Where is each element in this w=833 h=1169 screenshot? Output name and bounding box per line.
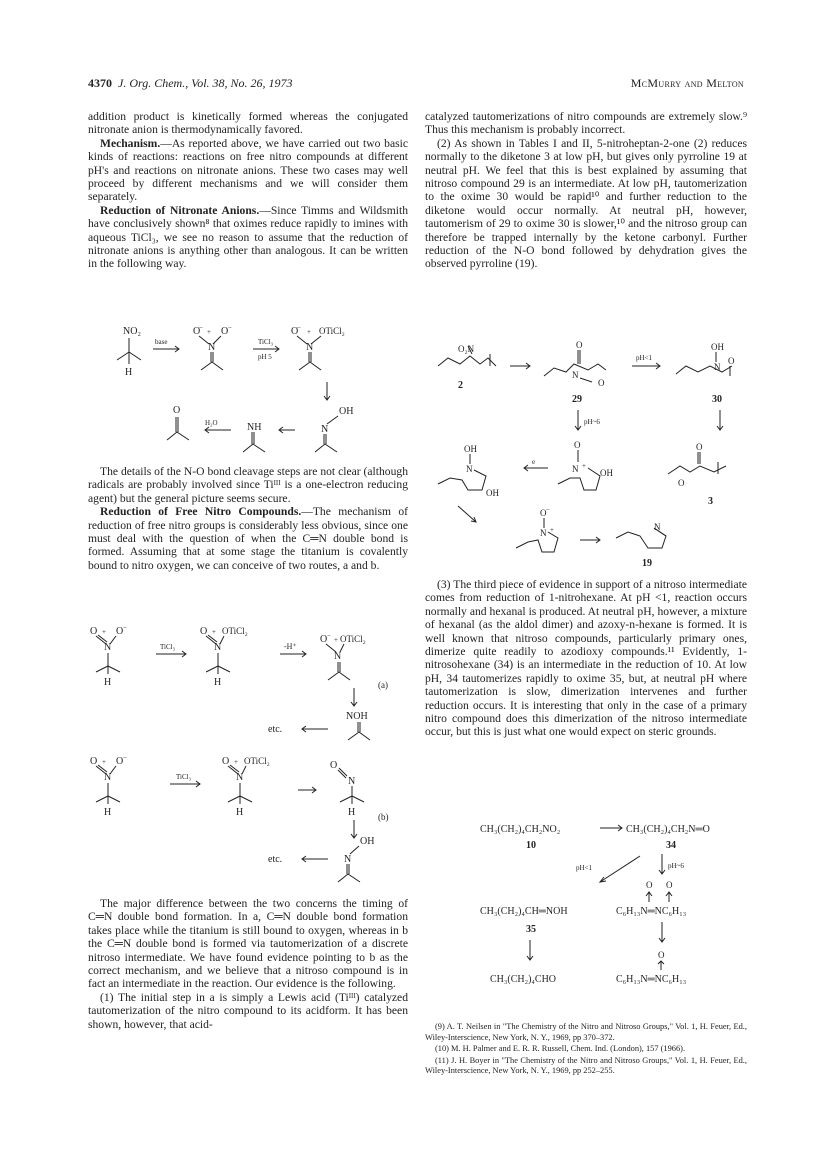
right-text-top bbox=[425, 110, 747, 271]
svg-text:etc.: etc. bbox=[268, 854, 283, 865]
paragraph: Reduction of Nitronate Anions.—Since Timms and Wildsmith have conclusively shown⁸ that oximes reduce rapidly to imines with aqueous TiCl₃, we see no reason to assume that the reduction of nitronate anions is anything other than analogous. It can be written in the following way. bbox=[88, 203, 408, 271]
svg-text:N: N bbox=[306, 342, 314, 353]
footnote: (10) M. H. Palmer and E. R. R. Russell, Chem. Ind. (London), 157 (1966). bbox=[435, 1044, 686, 1054]
route-b-label: (b) bbox=[378, 812, 389, 822]
svg-text:OH: OH bbox=[711, 342, 724, 352]
svg-text:N: N bbox=[572, 370, 579, 380]
compound-34-formula: CH₃(CH₂)₄CH₂N═O bbox=[626, 824, 710, 835]
compound-10: 10 bbox=[526, 840, 536, 851]
h-label: H bbox=[125, 367, 133, 378]
compound-34: 34 bbox=[666, 840, 676, 851]
svg-text:O: O bbox=[598, 378, 605, 388]
paragraph: Mechanism.—As reported above, we have carried out two basic kinds of reactions: reactions on free nitro compounds at different pH's and reactions on nitronate anions. These two cases may well proceed by different mechanisms and we will consider them separately. bbox=[88, 136, 408, 204]
svg-text:+: + bbox=[102, 758, 106, 766]
svg-text:N: N bbox=[334, 651, 342, 662]
svg-text:N: N bbox=[572, 464, 579, 474]
compound-35: 35 bbox=[526, 924, 536, 935]
svg-text:O: O bbox=[222, 756, 230, 767]
svg-text:N: N bbox=[214, 642, 222, 653]
right-text-middle bbox=[425, 578, 747, 739]
nitrohexane-scheme bbox=[450, 818, 750, 1018]
svg-text:−: − bbox=[123, 754, 127, 762]
svg-text:O: O bbox=[291, 326, 299, 337]
svg-text:O: O bbox=[193, 326, 201, 337]
azodioxy-formula: C₆H₁₃N═NC₆H₁₃ bbox=[616, 906, 687, 917]
svg-text:N: N bbox=[104, 772, 112, 783]
svg-text:OTiCl₂: OTiCl₂ bbox=[244, 756, 270, 766]
svg-text:OTiCl₂: OTiCl₂ bbox=[340, 634, 366, 644]
route-a-label: (a) bbox=[378, 680, 388, 690]
routes-a-b-scheme bbox=[88, 622, 413, 894]
svg-text:−: − bbox=[546, 506, 550, 514]
compound-30: 30 bbox=[712, 394, 722, 405]
svg-text:O: O bbox=[540, 508, 547, 518]
ticl3-label: TiCl₃ bbox=[160, 643, 176, 651]
svg-text:OH: OH bbox=[600, 468, 613, 478]
svg-text:H: H bbox=[236, 807, 244, 818]
svg-text:H: H bbox=[104, 807, 112, 818]
svg-text:−: − bbox=[199, 324, 203, 332]
etc-label: etc. bbox=[268, 724, 283, 735]
ticl3-label: TiCl₃ bbox=[258, 338, 274, 346]
svg-text:O: O bbox=[646, 880, 653, 890]
paragraph: The details of the N-O bond cleavage steps are not clear (although radicals are probably involved since Tiᴵᴵᴵ is a one-electron reducing agent) but the general picture seems secure. bbox=[88, 465, 408, 505]
svg-text:N: N bbox=[236, 772, 244, 783]
ph-label: pH 5 bbox=[258, 353, 272, 361]
svg-text:−: − bbox=[297, 324, 301, 332]
svg-text:OH: OH bbox=[464, 444, 477, 454]
svg-text:O: O bbox=[576, 340, 583, 350]
no2-label: NO₂ bbox=[123, 326, 141, 337]
section-heading: Reduction of Nitronate Anions. bbox=[100, 203, 260, 217]
svg-text:O: O bbox=[728, 356, 735, 366]
svg-text:+: + bbox=[550, 526, 554, 534]
svg-text:N: N bbox=[104, 642, 112, 653]
svg-text:O: O bbox=[90, 756, 98, 767]
svg-text:+: + bbox=[102, 628, 106, 636]
svg-text:+: + bbox=[582, 462, 586, 470]
svg-text:N: N bbox=[208, 342, 216, 353]
section-heading: Mechanism. bbox=[100, 136, 161, 150]
svg-text:OH: OH bbox=[486, 488, 499, 498]
paragraph: The major difference between the two concerns the timing of C═N double bond formation. In a, C═N double bond formation takes place while the titanium is still bound to oxygen, whereas in b the C═N double bond is formed via tautomerization of a discrete nitroso intermediate. We have found evidence pointing to b as the correct mechanism, and we believe that a nitroso compound is in fact an intermediate in the reaction. Our evidence is the following. bbox=[88, 897, 408, 991]
hexanal-formula: CH₃(CH₂)₄CHO bbox=[490, 974, 557, 985]
svg-text:−: − bbox=[123, 624, 127, 632]
page-number: 4370 bbox=[88, 76, 112, 90]
oticl2-label: OTiCl₂ bbox=[222, 626, 248, 636]
running-authors: McMurry and Melton bbox=[630, 76, 744, 90]
svg-text:−: − bbox=[228, 324, 232, 332]
pyrroline-scheme bbox=[428, 340, 748, 568]
paragraph: (2) As shown in Tables I and II, 5-nitroheptan-2-one (2) reduces normally to the diketone 3 at low pH, but gives only pyrroline 19 at neutral pH. We feel that this is best explained by assuming that nitroso compound 29 is an intermediate. At low pH, tautomerization to the oxime 30 would be rapid¹⁰ and further reduction to the diketone would occur normally. At neutral pH, however, tautomerism of 29 to oxime 30 is slower,¹⁰ and the nitroso group can therefore be trapped internally by the ketone carbonyl. Further reduction of the N-O bond followed by dehydration gives the observed pyrroline (19). bbox=[425, 136, 747, 271]
paragraph: (1) The initial step in a is simply a Lewis acid (Tiᴵᴵᴵ) catalyzed tautomerization of the nitro compound to its acidform. It has been shown, however, that acid- bbox=[88, 990, 408, 1031]
compound-3: 3 bbox=[708, 496, 713, 507]
h-label: H bbox=[104, 677, 112, 688]
oh-label: OH bbox=[339, 406, 354, 417]
noh-label: NOH bbox=[346, 711, 368, 722]
compound-10-formula: CH₃(CH₂)₄CH₂NO₂ bbox=[480, 824, 561, 835]
base-label: base bbox=[155, 338, 168, 346]
svg-text:+: + bbox=[307, 328, 311, 336]
compound-19: 19 bbox=[642, 558, 652, 568]
azoxy-o-label: O bbox=[658, 950, 665, 960]
svg-text:O: O bbox=[696, 442, 703, 452]
svg-text:+: + bbox=[334, 636, 338, 644]
svg-text:N: N bbox=[348, 776, 356, 787]
svg-text:O: O bbox=[221, 326, 229, 337]
svg-text:O: O bbox=[200, 626, 208, 637]
compound-29: 29 bbox=[572, 394, 582, 405]
ph-6-label: pH~6 bbox=[584, 418, 600, 426]
svg-text:H: H bbox=[214, 677, 222, 688]
svg-text:N: N bbox=[714, 362, 721, 372]
svg-text:+: + bbox=[207, 328, 211, 336]
paragraph: catalyzed tautomerizations of nitro compounds are extremely slow.⁹ Thus this mechanism is probably incorrect. bbox=[425, 110, 747, 137]
svg-text:+: + bbox=[234, 758, 238, 766]
ph-lt1-label: pH<1 bbox=[636, 354, 653, 362]
svg-text:H: H bbox=[348, 807, 356, 818]
svg-text:TiCl₃: TiCl₃ bbox=[176, 773, 192, 781]
svg-text:O: O bbox=[330, 760, 338, 771]
nh-label: NH bbox=[247, 422, 262, 433]
e-label: e bbox=[532, 458, 536, 466]
section-heading: Reduction of Free Nitro Compounds. bbox=[100, 505, 302, 519]
paragraph: Reduction of Free Nitro Compounds.—The mechanism of reduction of free nitro groups is considerably less obvious, since one must deal with the question of when the C═N double bond is formed. Assuming that at some stage the titanium is covalently bound to nitro oxygen, we can conceive of two routes, a and b. bbox=[88, 505, 408, 572]
h2o-label: H₂O bbox=[205, 419, 218, 427]
svg-text:O: O bbox=[678, 478, 685, 488]
running-header bbox=[88, 76, 744, 92]
nitronate-reduction-scheme bbox=[95, 322, 415, 460]
svg-text:O: O bbox=[320, 634, 328, 645]
svg-text:O: O bbox=[116, 756, 124, 767]
ph-6-label: pH~6 bbox=[668, 862, 684, 870]
svg-text:N: N bbox=[466, 464, 473, 474]
paragraph: (3) The third piece of evidence in support of a nitroso intermediate comes from reduction of 1-nitrohexane. At pH <1, reaction occurs normally and hexanal is produced. At neutral pH, however, a mixture of hexanal (as the aldol dimer) and azoxy-n-hexane is formed. It is well known that nitroso compounds, particularly primary ones, dimerize quite readily to azodioxy compounds.¹¹ Evidently, 1-nitrosohexane (34) is an intermediate in the reduction of 10. At low pH, 34 tautomerizes rapidly to oxime 35, but, at neutral pH where tautomerization is slow, dimerization intervenes and further reduction occurs. It is interesting that only in the case of a primary nitro compound does this dimerization of the nitroso intermediate occur, but this is just what one would expect on steric grounds. bbox=[425, 578, 747, 739]
svg-text:N: N bbox=[654, 522, 661, 532]
oh-label: OH bbox=[360, 836, 375, 847]
left-text-middle bbox=[88, 465, 408, 572]
footnotes bbox=[425, 1022, 747, 1078]
journal-citation: J. Org. Chem., Vol. 38, No. 26, 1973 bbox=[118, 76, 293, 90]
minus-h-label: -H⁺ bbox=[284, 642, 297, 651]
footnote: (9) A. T. Neilsen in "The Chemistry of the Nitro and Nitroso Groups," Vol. 1, H. Feuer, Ed., Wiley-Interscience, New York, N. Y., 1969, pp 370–372. bbox=[425, 1022, 747, 1042]
svg-text:O: O bbox=[90, 626, 98, 637]
paragraph: addition product is kinetically formed whereas the conjugated nitronate anion is thermodynamically favored. bbox=[88, 110, 408, 137]
svg-text:+: + bbox=[212, 628, 216, 636]
compound-2: 2 bbox=[458, 380, 463, 391]
left-text-top bbox=[88, 110, 408, 271]
svg-text:−: − bbox=[327, 632, 331, 640]
footnote: (11) J. H. Boyer in "The Chemistry of the Nitro and Nitroso Groups," Vol. 1, H. Feuer, Ed., Wiley-Interscience, New York, N. Y., 1969, pp 252–255. bbox=[425, 1055, 747, 1076]
left-text-bottom bbox=[88, 897, 408, 1031]
compound-35-formula: CH₃(CH₂)₄CH═NOH bbox=[480, 906, 568, 917]
oticl2-label: OTiCl₂ bbox=[319, 326, 345, 336]
svg-text:N: N bbox=[344, 854, 352, 865]
azoxy-formula: C₆H₁₃N═NC₆H₁₃ bbox=[616, 974, 687, 985]
ph-lt1-label: pH<1 bbox=[576, 864, 593, 872]
svg-text:O: O bbox=[116, 626, 124, 637]
ketone-o-label: O bbox=[173, 405, 181, 416]
o2n-label: O₂N bbox=[458, 344, 475, 354]
svg-text:O: O bbox=[666, 880, 673, 890]
svg-text:N: N bbox=[540, 528, 547, 538]
svg-text:O: O bbox=[574, 440, 581, 450]
svg-text:N: N bbox=[321, 424, 329, 435]
